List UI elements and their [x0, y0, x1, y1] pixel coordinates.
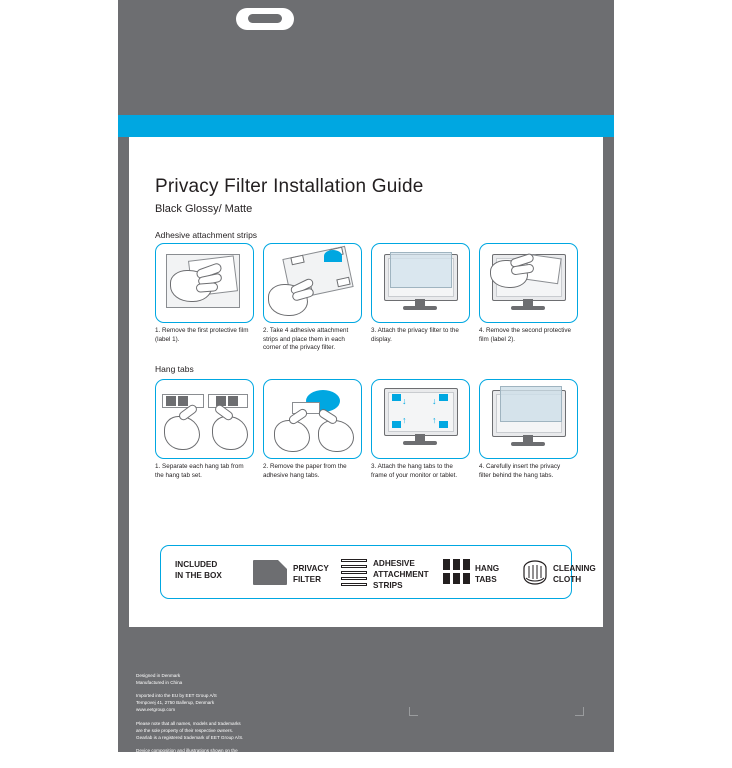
- crop-mark-left: [409, 707, 418, 716]
- label-line1: HANG: [475, 564, 500, 573]
- caption-hangtab-step-4: 4. Carefully insert the privacy filter behind the hang tabs.: [479, 463, 561, 479]
- footer-disclaimer-line3: may differ from the actual product.: [136, 762, 206, 768]
- footer-importer-line2: Tempovej 41, 2750 Ballerup, Denmark: [136, 700, 215, 706]
- caption-adhesive-step-2: 2. Take 4 adhesive attachment strips and place them in each corner of the privacy filter.: [263, 327, 349, 351]
- label-line3: STRIPS: [373, 581, 403, 591]
- illustration-hangtab-step-2: [263, 379, 362, 459]
- page-title: Privacy Filter Installation Guide: [155, 176, 424, 197]
- accent-band: [118, 115, 614, 137]
- footer-disclaimer-line2: packaging are for informative purposes only and: [136, 754, 235, 760]
- included-in-the-box-box: [160, 545, 596, 599]
- label-line1: PRIVACY: [293, 564, 329, 573]
- page-subtitle: Black Glossy/ Matte: [155, 203, 253, 215]
- included-item-privacy-filter-label: [293, 563, 329, 585]
- label-line2: CLOTH: [553, 575, 582, 585]
- footer-origin-line1: Designed in Denmark: [136, 673, 181, 678]
- label-line1: CLEANING: [553, 564, 596, 573]
- cleaning-cloth-icon: [521, 558, 549, 587]
- footer-trademark-line1: Please note that all names, models and trademarks: [136, 720, 241, 726]
- label-line2: TABS: [475, 575, 497, 585]
- caption-adhesive-step-3: 3. Attach the privacy filter to the display.: [371, 327, 459, 343]
- included-item-cleaning-cloth-label: [553, 563, 596, 585]
- instruction-sheet: [129, 137, 603, 627]
- label-line1: ADHESIVE: [373, 559, 415, 568]
- crop-mark-right: [575, 707, 584, 716]
- footer-importer-line3: www.eetgroup.com: [136, 707, 176, 713]
- caption-adhesive-step-4: 4. Remove the second protective film (label 2).: [479, 327, 572, 343]
- illustration-hangtab-step-3: ↓ ↓ ↑ ↑: [371, 379, 470, 459]
- included-item-hang-tabs-label: [475, 563, 499, 585]
- illustration-adhesive-step-4: [479, 243, 578, 323]
- illustration-adhesive-step-3: [371, 243, 470, 323]
- caption-hangtab-step-2: 2. Remove the paper from the adhesive hang tabs.: [263, 463, 347, 479]
- hang-tabs-icon: [443, 559, 469, 586]
- footer-importer-line1: Imported into the EU by EET Group A/S: [136, 693, 217, 699]
- footer-disclaimer-line1: Device composition and illustrations shown on the: [136, 747, 238, 753]
- footer-trademark-line2: are the sole property of their respective owners.: [136, 727, 234, 733]
- illustration-hangtab-step-4: [479, 379, 578, 459]
- section-label-hangtabs: Hang tabs: [155, 364, 194, 374]
- footer-legal-text: [136, 672, 366, 768]
- included-item-adhesive-strips-label: [373, 558, 429, 591]
- label-line2: ATTACHMENT: [373, 570, 429, 580]
- footer-origin-line2: Manufactured in China: [136, 680, 183, 686]
- caption-hangtab-step-3: 3. Attach the hang tabs to the frame of your monitor or tablet.: [371, 463, 458, 479]
- hang-hole-slot: [248, 14, 282, 23]
- included-heading: [175, 559, 222, 582]
- label-line2: FILTER: [293, 575, 322, 585]
- caption-adhesive-step-1: 1. Remove the first protective film (label 1).: [155, 327, 249, 343]
- caption-hangtab-step-1: 1. Separate each hang tab from the hang tab set.: [155, 463, 244, 479]
- illustration-adhesive-step-1: [155, 243, 254, 323]
- privacy-filter-icon: [253, 560, 287, 585]
- footer-trademark-line3: Gearlab is a registered trademark of EET Group A/S.: [136, 734, 244, 740]
- included-heading-line2: IN THE BOX: [175, 571, 222, 581]
- illustration-hangtab-step-1: [155, 379, 254, 459]
- section-label-adhesive: Adhesive attachment strips: [155, 230, 258, 240]
- adhesive-strips-icon: [341, 559, 367, 586]
- illustration-adhesive-step-2: [263, 243, 362, 323]
- included-heading-line1: INCLUDED: [175, 560, 218, 569]
